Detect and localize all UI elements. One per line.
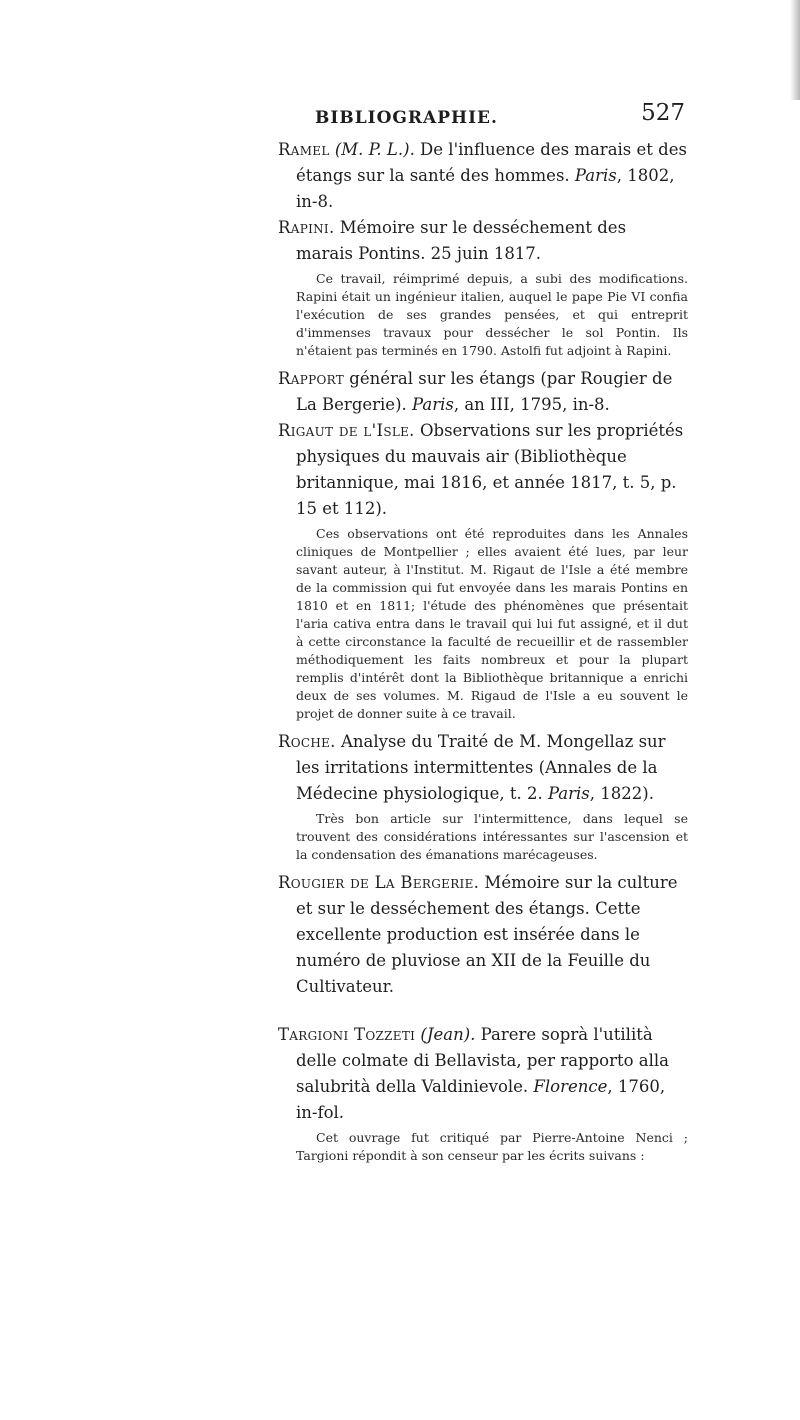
- entry-citation: [278, 418, 688, 522]
- entry-note: Très bon article sur l'intermittence, dans lequel se trouvent des considérations intéressantes sur l'ascension et la condensation des émanations marécageuses.: [296, 811, 688, 862]
- entry-publication: , 1822).: [589, 784, 654, 803]
- bibliography-entry-roche: [278, 729, 688, 864]
- entry-author: Rapport: [278, 369, 345, 388]
- entry-note: Cet ouvrage fut critiqué par Pierre-Antoine Nenci ; Targioni répondit à son censeur par les écrits suivans :: [296, 1130, 688, 1163]
- entry-citation: [278, 215, 688, 267]
- entry-title: général sur les étangs (par Rougier de La Bergerie).: [296, 369, 673, 414]
- entry-citation: [278, 137, 688, 215]
- bibliography-entry-rigaut: [278, 418, 688, 723]
- entry-citation: [278, 729, 688, 807]
- running-title: BIBLIOGRAPHIE.: [315, 108, 498, 128]
- entry-citation: [278, 870, 688, 1000]
- entry-title: Observations sur les propriétés physiques du mauvais air (Bibliothèque britannique, mai 1816, et année 1817, t. 5, p. 15 et 112).: [296, 421, 684, 518]
- entry-author: Rigaut de l'Isle.: [278, 421, 415, 440]
- entry-publication: , an III, 1795, in-8.: [453, 395, 610, 414]
- entry-gap: [278, 1000, 688, 1022]
- bibliography-entry-rapini: [278, 215, 688, 360]
- entry-title: De l'influence des marais et des étangs sur la santé des hommes.: [296, 140, 687, 185]
- bibliography-entry-rapport: [278, 366, 688, 418]
- entry-place: Paris: [547, 784, 590, 803]
- entry-title: Parere soprà l'utilità delle colmate di Bellavista, per rapporto alla salubrità della Valdinievole.: [296, 1025, 670, 1096]
- bibliography-list: [278, 137, 688, 1171]
- entry-author-extra: (Jean).: [415, 1025, 476, 1044]
- entry-note: Ce travail, réimprimé depuis, a subi des modifications. Rapini était un ingénieur italien, auquel le pape Pie VI confia l'exécution de ses grandes pensées, et qui entreprit d'immenses travaux pour dessécher le sol Pontin. Ils n'étaient pas terminés en 1790. Astolfi fut adjoint à Rapini.: [296, 271, 688, 358]
- entry-publication: , 1760, in-fol.: [296, 1077, 666, 1122]
- entry-author: Rapini.: [278, 218, 335, 237]
- entry-author: Targioni Tozzeti: [278, 1025, 416, 1044]
- page-number: 527: [641, 100, 685, 126]
- page-header: [315, 100, 685, 140]
- entry-title: Mémoire sur la culture et sur le desséchement des étangs. Cette excellente production est insérée dans le numéro de pluviose an XII de la Feuille du Cultivateur.: [296, 873, 678, 996]
- bibliography-entry-targioni: [278, 1022, 688, 1165]
- entry-author: Rougier de La Bergerie.: [278, 873, 480, 892]
- entry-note: Ces observations ont été reproduites dans les Annales cliniques de Montpellier ; elles avaient été lues, par leur savant auteur, à l'Institut. M. Rigaut de l'Isle a été membre de la commission qui fut envoyée dans les marais Pontins en 1810 et en 1811; l'étude des phénomènes que présentait l'aria cativa entra dans le travail qui lui fut assigné, et il dut à cette circonstance la faculté de recueillir et de rassembler méthodiquement les faits nombreux et pour la plupart remplis d'intérêt dont la Bibliothèque britannique a enrichi deux de ses volumes. M. Rigaud de l'Isle a eu souvent le projet de donner suite à ce travail.: [296, 526, 688, 721]
- entry-citation: [278, 1022, 688, 1126]
- entry-author-extra: (M. P. L.).: [329, 140, 415, 159]
- entry-title: Analyse du Traité de M. Mongellaz sur les irritations intermittentes (Annales de la Médecine physiologique, t. 2.: [296, 732, 666, 803]
- entry-place: Paris: [574, 166, 617, 185]
- bibliography-entry-ramel: [278, 137, 688, 215]
- entry-author: Roche.: [278, 732, 336, 751]
- entry-publication: , 1802, in-8.: [296, 166, 675, 211]
- entry-citation: [278, 366, 688, 418]
- entry-place: Florence: [533, 1077, 608, 1096]
- entry-place: Paris: [412, 395, 454, 414]
- bibliography-entry-rougier: [278, 870, 688, 1000]
- entry-title: Mémoire sur le desséchement des marais Pontins. 25 juin 1817.: [296, 218, 627, 263]
- entry-author: Ramel: [278, 140, 330, 159]
